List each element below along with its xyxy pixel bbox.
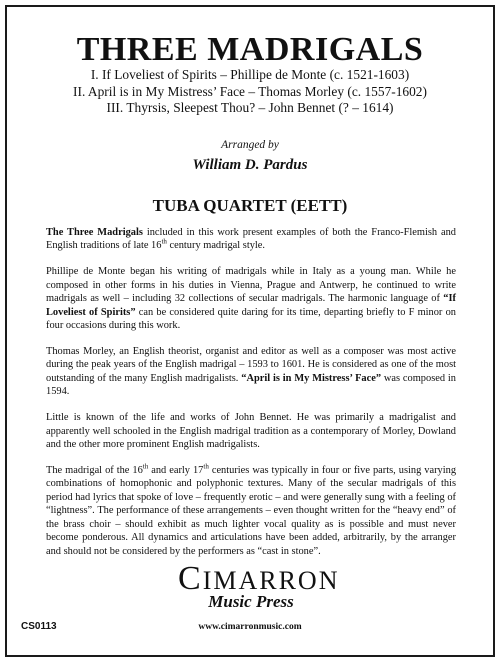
text-run: Thomas Morley, an English theorist, organist and editor as well as a composer was most active during the peak years of the English madrigal – 1593 to 1601. He is considered as one of the most outstanding of the many English madrigalists. [46, 346, 456, 384]
piece-list [0, 67, 500, 117]
program-notes [46, 226, 456, 571]
bold-phrase: The Three Madrigals [46, 227, 143, 238]
text-run: included in this work present examples of both the Franco-Flemish and English traditions of late 16 [46, 227, 457, 252]
paragraph-morley [46, 345, 456, 399]
publisher-logo [178, 560, 340, 611]
arranger-name: William D. Pardus [192, 157, 308, 173]
logo-initial: C [178, 560, 203, 597]
arranged-by-label: Arranged by [221, 139, 279, 151]
instrumentation: TUBA QUARTET (EETT) [152, 196, 348, 215]
paragraph-intro [46, 226, 456, 253]
logo-wordmark [178, 560, 340, 597]
paragraph-performance [46, 464, 456, 558]
paragraph-bennet: Little is known of the life and works of John Bennet. He was primarily a madrigalist and apparently well schooled in the English madrigal tradition as a contemporary of Morley, Dowland and the other more prominent English madrigalists. [46, 412, 456, 451]
paragraph-de-monte [46, 265, 456, 332]
text-run: and early 17 [148, 465, 204, 477]
catalog-code: CS0113 [21, 621, 57, 632]
superscript: th [161, 237, 167, 246]
text-run: was composed in 1594. [46, 372, 457, 398]
bold-phrase: “April is in My Mistress’ Face” [241, 372, 382, 384]
logo-rest: IMARRON [202, 566, 340, 595]
superscript: th [142, 462, 149, 471]
logo-subtitle: Music Press [208, 592, 294, 611]
text-run: century madrigal style. [166, 240, 265, 252]
page-title: THREE MADRIGALS [76, 31, 424, 68]
superscript: th [203, 462, 209, 471]
piece-item: III. Thyrsis, Sleepest Thou? – John Bennet (? – 1614) [106, 100, 394, 115]
text-run: Phillipe de Monte began his writing of madrigals while in Italy as a young man. While he composed in other forms in his duties in Vienna, Prague and Antwerp, he continued to write madrigals as well – including 32 collections of secular madrigals. The harmonic language of [46, 266, 456, 305]
publisher-website[interactable]: www.cimarronmusic.com [198, 622, 302, 632]
piece-item: II. April is in My Mistress’ Face – Thomas Morley (c. 1557-1602) [73, 83, 427, 99]
bold-phrase: “If Loveliest of Spirits” [46, 293, 456, 318]
text-run: The madrigal of the 16 [46, 465, 143, 477]
text-run: centuries was typically in four or five parts, using varying combinations of homophonic and polyphonic textures. Many of the secular madrigals of this period had lyrics that spoke of love – frequently erotic – and were generally sung with a feeling of “lightness”. The performance of these arrangements – even thought written for the “heavy end” of the brass choir – should exhibit as much lighter vocal quality as is possible and must never become ponderous. All dynamics and articulations have been added, arbitrarily, by the arranger and should not be considered by the performers as “cast in stone”. [46, 465, 457, 557]
piece-item: I. If Loveliest of Spirits – Phillipe de Monte (c. 1521-1603) [90, 67, 410, 82]
text-run: can be considered quite daring for its time, departing briefly to F minor on four occasions during this work. [46, 306, 456, 332]
